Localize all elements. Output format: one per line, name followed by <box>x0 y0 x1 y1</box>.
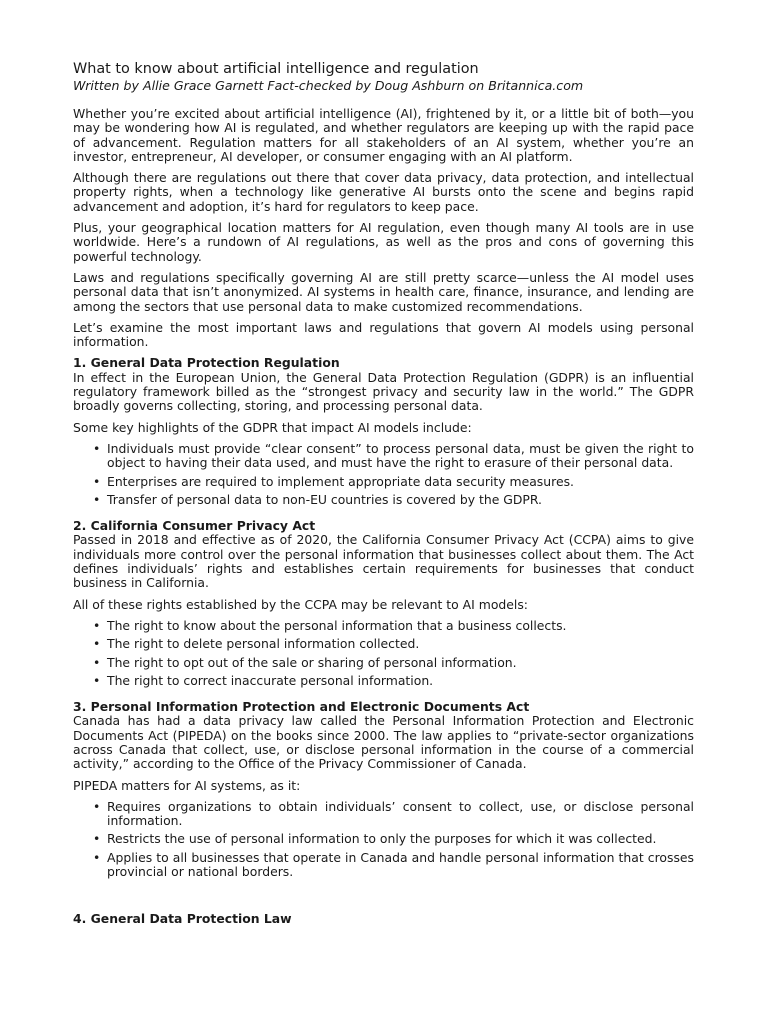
intro-paragraph-5: Let’s examine the most important laws and regulations that govern AI models using personal information. <box>73 319 694 350</box>
section-body: Canada has had a data privacy law called the Personal Information Protection and Electronic Documents Act (PIPEDA) on the books since 2000. The law applies to “private-sector organizations across Canada that collect, use, or disclose personal information in the course of a commercial activity,” according to the Office of the Privacy Commissioner of Canada. <box>73 713 694 772</box>
list-item-text: The right to delete personal information collected. <box>107 636 420 652</box>
section-heading: 1. General Data Protection Regulation <box>73 355 340 371</box>
intro-paragraph-2: Although there are regulations out there that cover data privacy, data protection, and intellectual property rights, when a technology like generative AI bursts onto the scene and begins rapid advancement and adoption, it’s hard for regulators to keep pace. <box>73 170 694 214</box>
section-heading-gdpl: 4. General Data Protection Law <box>73 911 292 927</box>
list-item-text: Transfer of personal data to non-EU countries is covered by the GDPR. <box>107 491 542 507</box>
intro-paragraph-4: Laws and regulations specifically governing AI are still pretty scarce—unless the AI model uses personal data that isn’t anonymized. AI systems in health care, finance, insurance, and lending are among the sectors that use personal data to make customized recommendations. <box>73 269 694 314</box>
bullet-icon: • <box>93 440 101 456</box>
intro-paragraph-3: Plus, your geographical location matters for AI regulation, even though many AI tools are in use worldwide. Here’s a rundown of AI regulations, as well as the pros and cons of governing this powerful technology. <box>73 220 694 264</box>
bullet-icon: • <box>93 672 101 688</box>
byline: Written by Allie Grace Garnett Fact-checked by Doug Ashburn on Britannica.com <box>73 78 584 93</box>
intro-paragraph-1: Whether you’re excited about artificial intelligence (AI), frightened by it, or a little bit of both—you may be wondering how AI is regulated, and whether regulators are keeping up with the rapid pace of advancement. Regulation matters for all stakeholders of an AI system, whether you’re an investor, entrepreneur, AI developer, or consumer engaging with an AI platform. <box>73 106 694 164</box>
list-item <box>73 475 694 489</box>
list-item <box>73 674 694 688</box>
list-item-text: Requires organizations to obtain individuals’ consent to collect, use, or disclose personal information. <box>107 798 694 829</box>
bullet-icon: • <box>93 849 101 865</box>
list-item-text: Applies to all businesses that operate in Canada and handle personal information that crosses provincial or national borders. <box>107 849 694 880</box>
list-item-text: The right to know about the personal information that a business collects. <box>107 617 567 633</box>
section-list-intro: Some key highlights of the GDPR that impact AI models include: <box>73 419 472 435</box>
section-list-intro: All of these rights established by the CCPA may be relevant to AI models: <box>73 596 528 612</box>
list-item <box>73 637 694 651</box>
bullet-icon: • <box>93 617 101 633</box>
bullet-icon: • <box>93 831 101 847</box>
bullet-list <box>73 619 694 688</box>
bullet-icon: • <box>93 491 101 507</box>
list-item <box>73 832 694 846</box>
document-title: What to know about artificial intelligence and regulation <box>73 61 479 77</box>
list-item <box>73 493 694 507</box>
section-ccpa <box>73 519 694 688</box>
bullet-icon: • <box>93 636 101 652</box>
section-heading: 3. Personal Information Protection and Electronic Documents Act <box>73 699 530 715</box>
section-body: In effect in the European Union, the General Data Protection Regulation (GDPR) is an influential regulatory framework billed as the “strongest privacy and security law in the world.” The GDPR broadly governs collecting, storing, and processing personal data. <box>73 369 694 414</box>
section-body: Passed in 2018 and effective as of 2020, the California Consumer Privacy Act (CCPA) aims to give individuals more control over the personal information that businesses collect about them. The Act defines individuals’ rights and establishes certain requirements for businesses that conduct business in California. <box>73 532 694 591</box>
section-pipeda <box>73 700 694 879</box>
list-item <box>73 619 694 633</box>
list-item <box>73 800 694 829</box>
list-item <box>73 851 694 880</box>
bullet-icon: • <box>93 473 101 489</box>
list-item-text: The right to opt out of the sale or sharing of personal information. <box>107 654 517 670</box>
list-item-text: Restricts the use of personal information to only the purposes for which it was collected. <box>107 831 657 847</box>
list-item-text: Enterprises are required to implement appropriate data security measures. <box>107 473 574 489</box>
list-item-text: Individuals must provide “clear consent” to process personal data, must be given the right to object to having their data used, and must have the right to erasure of their personal data. <box>107 440 694 471</box>
list-item <box>73 442 694 471</box>
section-heading: 2. California Consumer Privacy Act <box>73 518 316 534</box>
bullet-list <box>73 442 694 507</box>
bullet-list <box>73 800 694 879</box>
list-item-text: The right to correct inaccurate personal information. <box>107 672 434 688</box>
bullet-icon: • <box>93 654 101 670</box>
section-gdpr <box>73 356 694 507</box>
section-list-intro: PIPEDA matters for AI systems, as it: <box>73 777 301 793</box>
document-page <box>73 61 694 927</box>
bullet-icon: • <box>93 798 101 814</box>
list-item <box>73 656 694 670</box>
